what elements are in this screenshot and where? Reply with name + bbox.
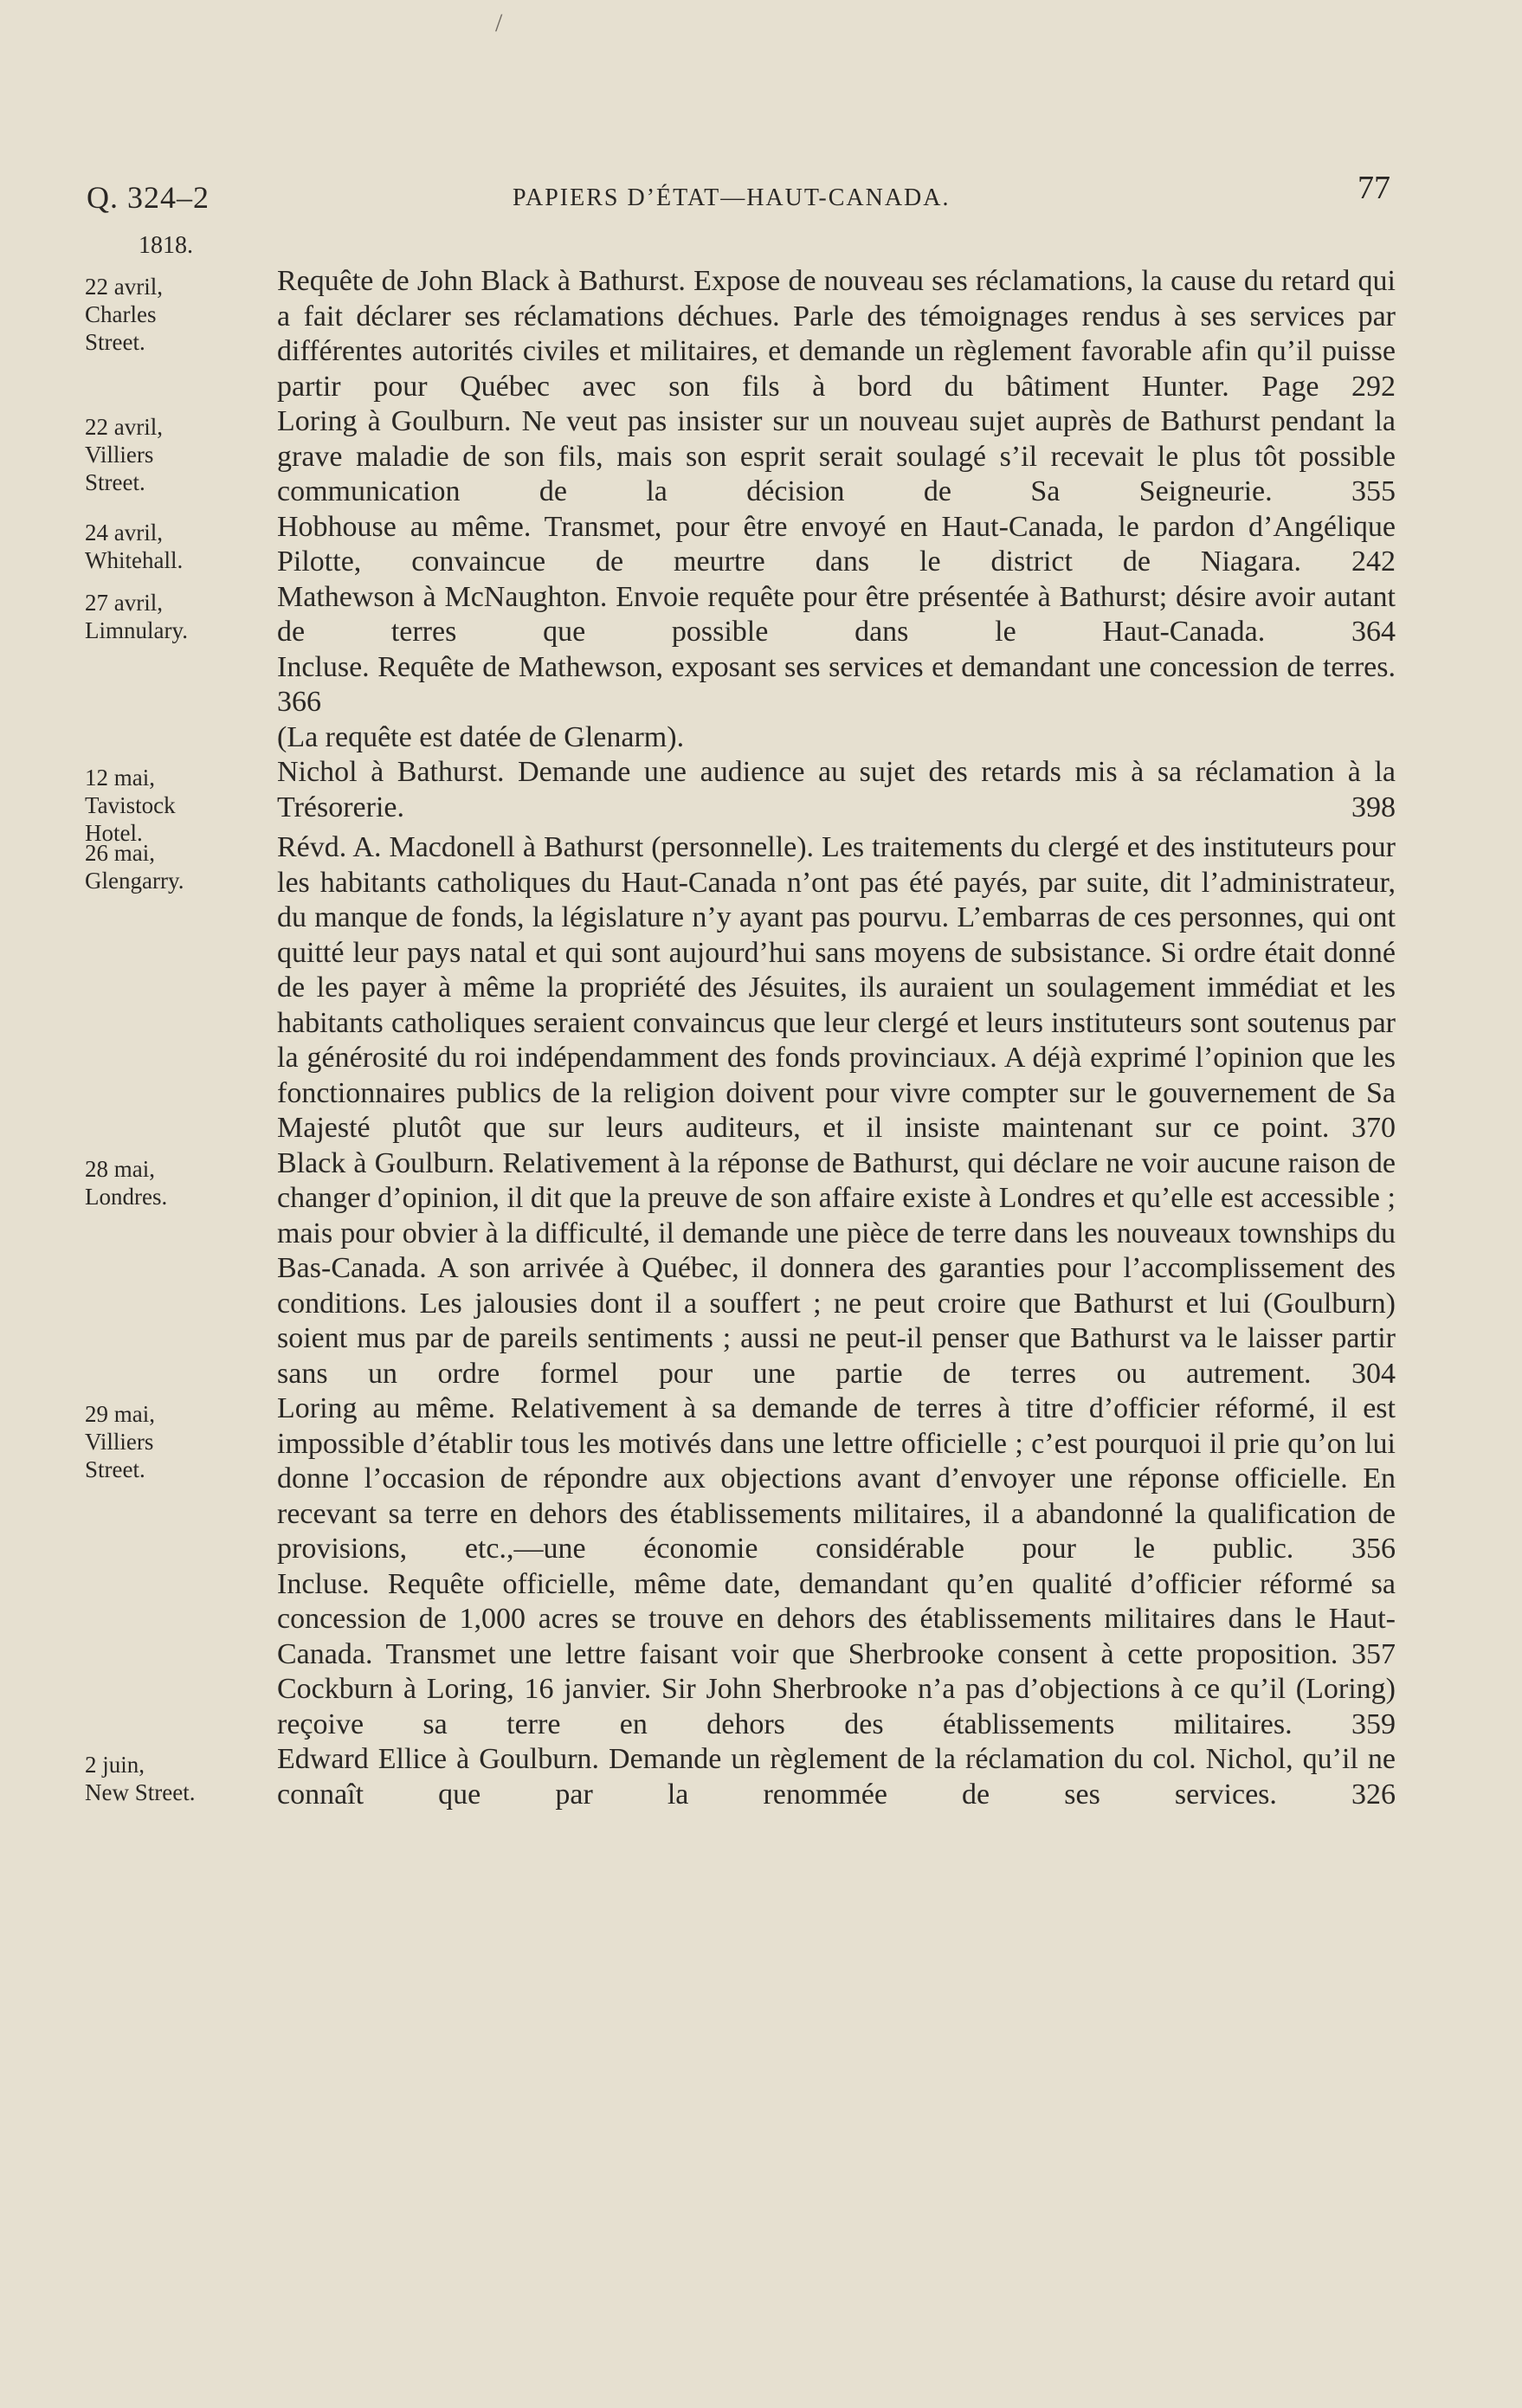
entry-date-place: [85, 839, 258, 894]
calendar-entry-enclosure: [0, 1672, 1522, 1742]
entry-date: 27 avril,: [85, 589, 163, 616]
year-heading: 1818.: [139, 232, 193, 259]
calendar-entry-enclosure: [0, 1567, 1522, 1673]
entry-place: Limnulary.: [85, 617, 188, 643]
entry-summary: Mathewson à McNaughton. Envoie requête pour être présentée à Bathurst; désire avoir autant de terres que possible dans le Haut-Canada. 364: [277, 580, 1396, 648]
entry-place: Tavistock: [85, 792, 176, 818]
entry-summary: Edward Ellice à Goulburn. Demande un règlement de la réclamation du col. Nichol, qu’il ne connaît que par la renommée de ses services. 326: [277, 1743, 1396, 1811]
entry-place: Hotel.: [85, 820, 143, 846]
entry-date: 28 mai,: [85, 1155, 155, 1182]
calendar-entry: [0, 830, 1522, 1146]
entry-place: Villiers: [85, 442, 154, 468]
calendar-entry-note: [0, 720, 1522, 756]
entry-date-place: [85, 1751, 258, 1806]
entry-date: 22 avril,: [85, 274, 163, 300]
entry-place: Charles: [85, 301, 157, 327]
entry-summary: Incluse. Requête de Mathewson, exposant ses services et demandant une concession de terres. 366: [277, 650, 1396, 718]
entry-summary: Cockburn à Loring, 16 janvier. Sir John Sherbrooke n’a pas d’objections à ce qu’il (Loring) reçoive sa terre en dehors des établissements militaires. 359: [277, 1673, 1396, 1740]
entry-date-place: [85, 589, 258, 644]
entry-summary: Black à Goulburn. Relativement à la réponse de Bathurst, qui déclare ne voir aucune raison de changer d’opinion, il dit que la preuve de son affaire existe à Londres et qu’elle est accessible ; mais pour obvier à la difficulté, il demande une pièce de terre dans les nouveaux townships du Bas-Canada. A son arrivée à Québec, il donnera des garanties pour l’accomplissement des conditions. Les jalousies dont il a souffert ; ne peut croire que Bathurst et lui (Goulburn) soient mus par de pareils sentiments ; aussi ne peut-il penser que Bathurst va le laisser partir sans un ordre formel pour une partie de terres ou autrement. 304: [277, 1146, 1396, 1390]
entry-place: New Street.: [85, 1779, 196, 1805]
entry-summary: Loring à Goulburn. Ne veut pas insister sur un nouveau sujet auprès de Bathurst pendant la grave maladie de son fils, mais son esprit serait soulagé s’il recevait le plus tôt possible communication de la décision de Sa Seigneurie. 355: [277, 405, 1396, 507]
page-number: 77: [1358, 170, 1390, 206]
calendar-entry: [0, 1742, 1522, 1812]
archive-reference: Q. 324–2: [87, 180, 210, 215]
pencil-mark: /: [495, 9, 503, 37]
entry-date-place: [85, 273, 258, 356]
calendar-entry: [0, 510, 1522, 580]
entry-place: Londres.: [85, 1183, 168, 1210]
entry-summary: Hobhouse au même. Transmet, pour être envoyé en Haut-Canada, le pardon d’Angélique Pilotte, convaincue de meurtre dans le district de Niagara. 242: [277, 510, 1396, 578]
entry-summary: Requête de John Black à Bathurst. Expose de nouveau ses réclamations, la cause du retard qui a fait déclarer ses réclamations déchues. Parle des témoignages rendus à ses services par différentes autorités civiles et militaires, et demande un règlement favorable afin qu’il puisse partir pour Québec avec son fils à bord du bâtiment Hunter. Page 292: [277, 265, 1396, 403]
entry-date: 22 avril,: [85, 414, 163, 440]
entry-summary: Incluse. Requête officielle, même date, demandant qu’en qualité d’officier réformé sa concession de 1,000 acres se trouve en dehors des établissements militaires dans le Haut-Canada. Transmet une lettre faisant voir que Sherbrooke consent à cette proposition. 357: [277, 1567, 1396, 1670]
entry-date: 29 mai,: [85, 1401, 155, 1427]
entry-date: 2 juin,: [85, 1752, 145, 1778]
running-header: [0, 169, 1522, 221]
entry-date-place: [85, 519, 258, 574]
entry-note: (La requête est datée de Glenarm).: [277, 720, 685, 753]
entry-summary: Révd. A. Macdonell à Bathurst (personnelle). Les traitements du clergé et des instituteurs pour les habitants catholiques du Haut-Canada n’ont pas été payés, par suite, dit l’administrateur, du manque de fonds, la législature n’y ayant pas pourvu. L’embarras de ces personnes, qui ont quitté leur pays natal et qui sont aujourd’hui sans moyens de subsistance. Si ordre était donné de les payer à même la propriété des Jésuites, ils auraient un soulagement immédiat et les habitants catholiques seraient convaincus que leur clergé et leurs instituteurs sont soutenus par la générosité du roi indépendamment des fonds provinciaux. A déjà exprimé l’opinion que les fonctionnaires publics de la religion doivent pour vivre compter sur le gouvernement de Sa Majesté plutôt que sur leurs auditeurs, et il insiste maintenant sur ce point. 370: [277, 831, 1396, 1144]
calendar-entry: [0, 404, 1522, 510]
entry-place: Street.: [85, 329, 145, 355]
calendar-entry: [0, 1391, 1522, 1567]
entry-date: 12 mai,: [85, 765, 155, 791]
calendar-entry: [0, 755, 1522, 846]
calendar-entry: [0, 264, 1522, 404]
entry-place: Villiers: [85, 1429, 154, 1455]
entry-place: Street.: [85, 469, 145, 495]
entry-date-place: [85, 1155, 258, 1210]
entry-summary: Loring au même. Relativement à sa demande de terres à titre d’officier réformé, il est impossible d’établir tous les motivés dans une lettre officielle ; c’est pourquoi il prie qu’on lui donne l’occasion de répondre aux objections avant d’envoyer une réponse officielle. En recevant sa terre en dehors des établissements militaires, il a abandonné la qualification de provisions, etc.,—une économie considérable pour le public. 356: [277, 1392, 1396, 1565]
entry-date: 26 mai,: [85, 840, 155, 866]
entry-date-place: [85, 1400, 258, 1483]
entry-date: 24 avril,: [85, 519, 163, 546]
calendar-entry: [0, 580, 1522, 650]
entry-place: Glengarry.: [85, 868, 184, 894]
calendar-entry-enclosure: [0, 650, 1522, 720]
entry-summary: Nichol à Bathurst. Demande une audience au sujet des retards mis à sa réclamation à la Trésorerie. 398: [277, 756, 1396, 823]
calendar-entries: [0, 264, 1522, 1812]
running-title: PAPIERS D’ÉTAT—HAUT-CANADA.: [513, 184, 951, 211]
entry-date-place: [85, 413, 258, 496]
entry-place: Whitehall.: [85, 546, 184, 573]
entry-place: Street.: [85, 1456, 145, 1482]
calendar-entry: [0, 1146, 1522, 1392]
